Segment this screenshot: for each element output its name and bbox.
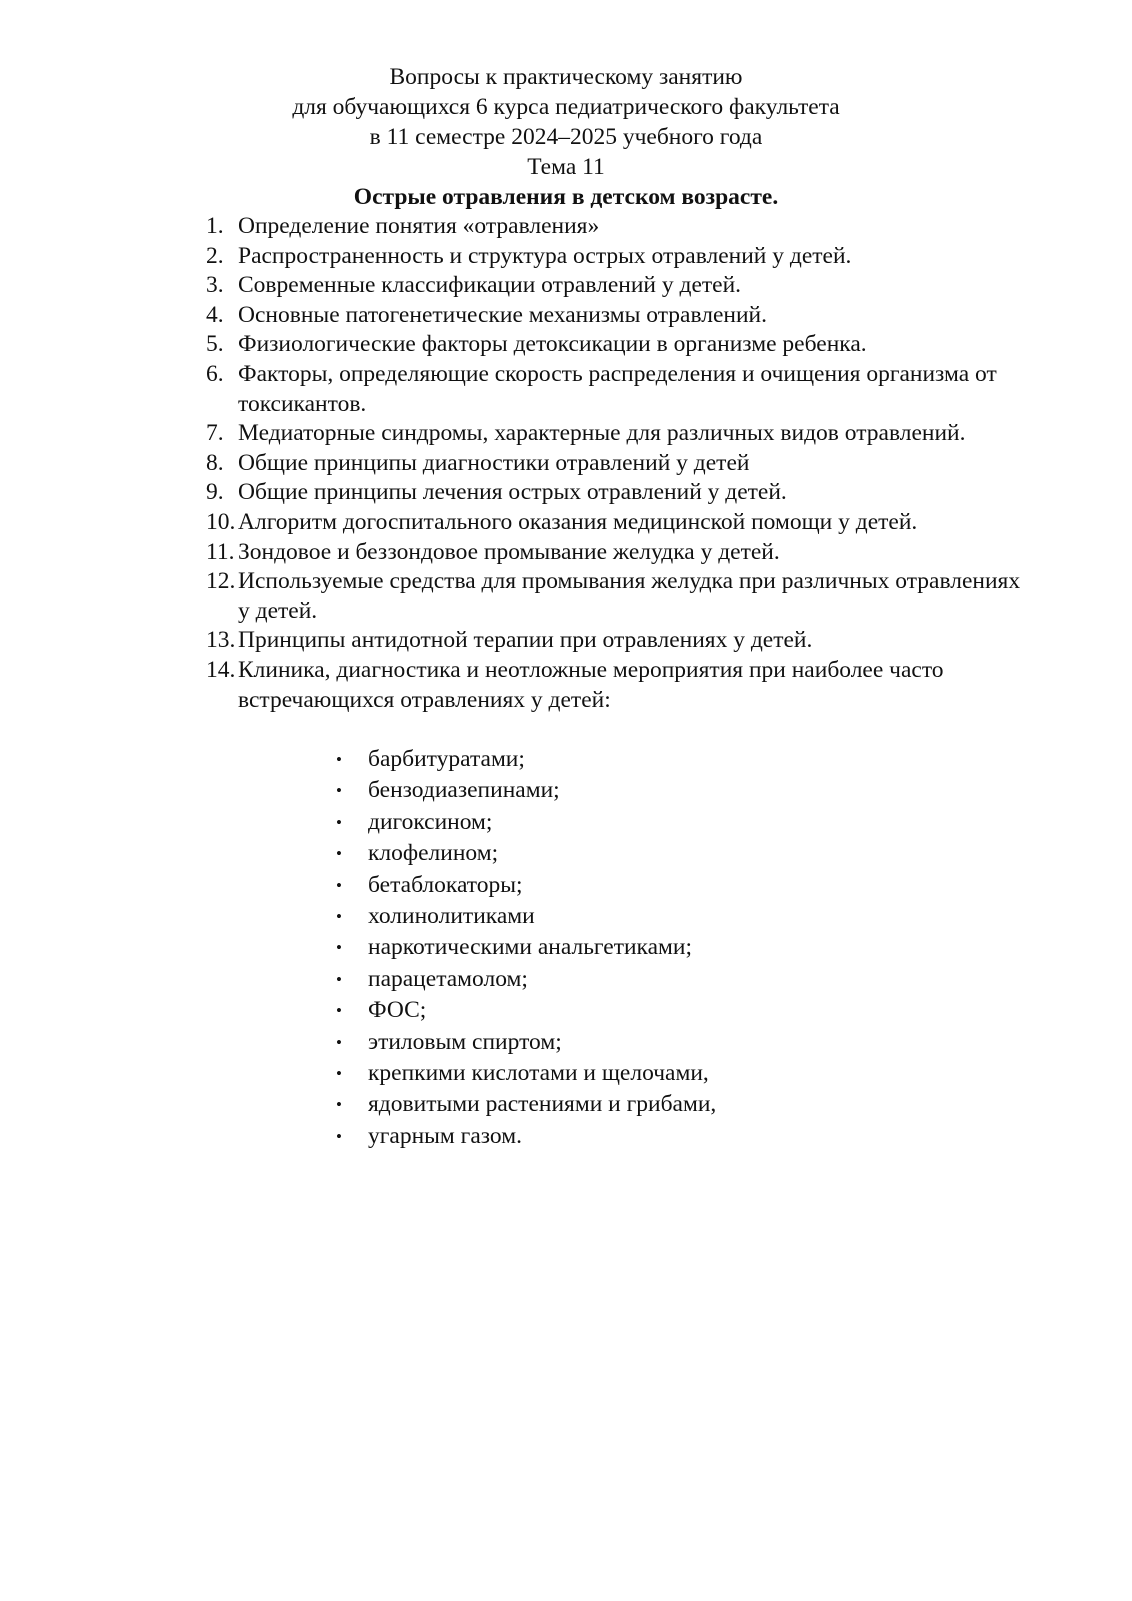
document-header xyxy=(0,62,1132,212)
poison-text: ФОС; xyxy=(368,997,427,1024)
question-list xyxy=(206,212,1036,715)
question-number: 6. xyxy=(206,360,224,387)
question-text: Основные патогенетические механизмы отравлений. xyxy=(238,301,768,328)
poison-item xyxy=(336,807,936,838)
question-number: 3. xyxy=(206,272,224,299)
question-text: Зондовое и беззондовое промывание желудка у детей. xyxy=(238,538,780,565)
question-item xyxy=(206,212,1036,242)
poison-text: угарным газом. xyxy=(368,1122,522,1149)
question-number: 1. xyxy=(206,213,224,239)
bullet-icon: • xyxy=(336,1032,342,1052)
question-text: Клиника, диагностика и неотложные мероприятия при наиболее часто встречающихся отравлениях у детей: xyxy=(238,656,944,713)
question-item xyxy=(206,330,1036,360)
poison-item xyxy=(336,1027,936,1058)
poison-item xyxy=(336,838,936,869)
poison-item xyxy=(336,964,936,995)
question-item xyxy=(206,360,1036,419)
question-text: Медиаторные синдромы, характерные для различных видов отравлений. xyxy=(238,420,966,447)
bullet-icon: • xyxy=(336,1095,342,1115)
bullet-icon: • xyxy=(336,907,342,927)
bullet-icon: • xyxy=(336,1126,342,1146)
bullet-icon: • xyxy=(336,781,342,801)
bullet-icon: • xyxy=(336,1064,342,1084)
question-number: 4. xyxy=(206,301,224,328)
question-number: 11. xyxy=(206,538,235,565)
header-line-1: Вопросы к практическому занятию xyxy=(389,64,743,90)
poison-text: наркотическими анальгетиками; xyxy=(368,934,693,961)
question-text: Определение понятия «отравления» xyxy=(238,213,600,239)
poison-text: этиловым спиртом; xyxy=(368,1028,562,1055)
question-item xyxy=(206,626,1036,656)
header-line-2: для обучающихся 6 курса педиатрического факультета xyxy=(292,94,840,120)
poison-text: бетаблокаторы; xyxy=(368,871,523,898)
poison-list xyxy=(336,744,936,1152)
bullet-icon: • xyxy=(336,812,342,832)
poison-item xyxy=(336,995,936,1026)
poison-text: бензодиазепинами; xyxy=(368,777,560,804)
poison-text: клофелином; xyxy=(368,840,499,867)
poison-item xyxy=(336,870,936,901)
question-number: 13. xyxy=(206,627,236,654)
bullet-icon: • xyxy=(336,875,342,895)
topic-number: Тема 11 xyxy=(527,154,605,180)
question-item xyxy=(206,271,1036,301)
poison-item xyxy=(336,744,936,775)
question-item xyxy=(206,508,1036,538)
question-text: Используемые средства для промывания желудка при различных отравлениях у детей. xyxy=(238,568,1021,624)
question-text: Общие принципы лечения острых отравлений у детей. xyxy=(238,479,787,506)
bullet-icon: • xyxy=(336,750,342,769)
question-number: 2. xyxy=(206,242,224,269)
bullet-icon: • xyxy=(336,969,342,989)
poison-item xyxy=(336,932,936,963)
question-text: Физиологические факторы детоксикации в организме ребенка. xyxy=(238,331,867,358)
topic-title: Острые отравления в детском возрасте. xyxy=(353,184,779,210)
header-line-3: в 11 семестре 2024–2025 учебного года xyxy=(369,124,763,150)
bullet-icon: • xyxy=(336,938,342,958)
question-item xyxy=(206,538,1036,568)
question-number: 12. xyxy=(206,568,236,595)
poison-text: холинолитиками xyxy=(368,903,535,930)
question-number: 9. xyxy=(206,479,224,506)
question-item xyxy=(206,567,1036,626)
question-item xyxy=(206,242,1036,272)
poison-item xyxy=(336,1089,936,1120)
question-text: Распространенность и структура острых отравлений у детей. xyxy=(238,242,852,269)
poison-text: парацетамолом; xyxy=(368,965,528,992)
poison-text: крепкими кислотами и щелочами, xyxy=(368,1060,709,1087)
question-item xyxy=(206,656,1036,715)
poison-text: дигоксином; xyxy=(368,808,493,835)
question-number: 8. xyxy=(206,449,224,476)
question-text: Общие принципы диагностики отравлений у детей xyxy=(238,449,750,476)
poison-text: барбитуратами; xyxy=(368,746,525,772)
question-text: Факторы, определяющие скорость распределения и очищения организма от токсикантов. xyxy=(238,360,997,417)
bullet-icon: • xyxy=(336,1001,342,1021)
poison-item xyxy=(336,1121,936,1152)
question-item xyxy=(206,449,1036,479)
question-item xyxy=(206,478,1036,508)
question-number: 14. xyxy=(206,656,236,683)
question-text: Принципы антидотной терапии при отравлениях у детей. xyxy=(238,627,813,654)
poison-item xyxy=(336,1058,936,1089)
question-text: Современные классификации отравлений у детей. xyxy=(238,272,742,299)
question-number: 7. xyxy=(206,420,224,447)
question-text: Алгоритм догоспитального оказания медицинской помощи у детей. xyxy=(238,508,918,535)
poison-item xyxy=(336,775,936,806)
poison-text: ядовитыми растениями и грибами, xyxy=(368,1091,717,1118)
question-item xyxy=(206,301,1036,331)
question-item xyxy=(206,419,1036,449)
question-number: 10. xyxy=(206,508,236,535)
question-number: 5. xyxy=(206,331,224,358)
poison-item xyxy=(336,901,936,932)
bullet-icon: • xyxy=(336,844,342,864)
